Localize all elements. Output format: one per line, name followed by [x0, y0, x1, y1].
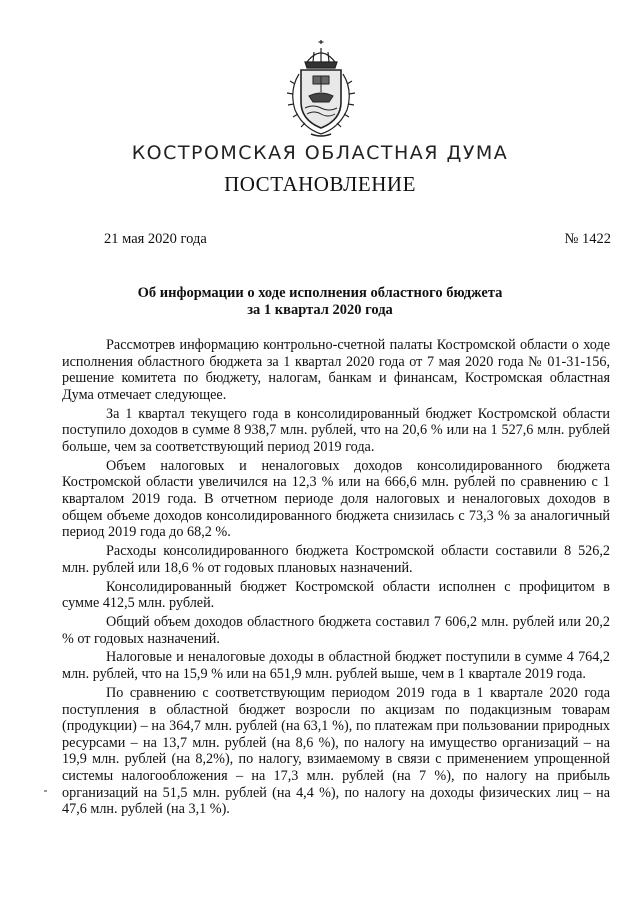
- organization-name: КОСТРОМСКАЯ ОБЛАСТНАЯ ДУМА: [131, 142, 509, 164]
- paragraph: Налоговые и неналоговые доходы в областной бюджет поступили в сумме 4 764,2 млн. рублей, что на 15,9 % или на 651,9 млн. рублей выше, чем в 1 квартале 2019 года.: [62, 649, 610, 683]
- paragraph: Расходы консолидированного бюджета Костромской области составили 8 526,2 млн. рублей или 18,6 % от годовых плановых назначений.: [62, 543, 610, 576]
- paragraph: Консолидированный бюджет Костромской области исполнен с профицитом в сумме 412,5 млн. рублей.: [62, 578, 610, 612]
- coat-of-arms-icon: [283, 40, 359, 138]
- paragraph: За 1 квартал текущего года в консолидированный бюджет Костромской области поступило доходов в сумме 8 938,7 млн. рублей, что на 20,6 % или на 1 527,6 млн. рублей больше, чем за соответствующий период 2019 года.: [62, 405, 610, 455]
- document-type: ПОСТАНОВЛЕНИЕ: [224, 172, 416, 196]
- scan-mark: [44, 790, 47, 792]
- title-line-2: за 1 квартал 2020 года: [247, 302, 393, 318]
- paragraph: По сравнению с соответствующим периодом 2019 года в 1 квартале 2020 года поступления в областной бюджет возросли по акцизам по подакцизным товарам (продукции) – на 364,7 млн. рублей (на 63,1 %), по платежам при пользовании природных ресурсами – на 13,7 млн. рублей (на 8,6 %), по налогу на имущество организаций – на 19,9 млн. рублей (на 8,2%), по налогу, взимаемому в связи с применением упрощенной системы налогообложения – на 17,3 млн. рублей (на 7 %), по налогу на прибыль организаций на 51,5 млн. рублей (на 4,4 %), по налогу на доходы физических лиц – на 47,6 млн. рублей (на 3,1 %).: [62, 684, 610, 818]
- document-title: [60, 285, 580, 319]
- paragraph: Рассмотрев информацию контрольно-счетной палаты Костромской области о ходе исполнения областного бюджета за 1 квартал 2020 года от 7 мая 2020 года № 01-31-156, решение комитета по бюджету, налогам, банкам и финансам, Костромская областная Дума отмечает следующее.: [62, 337, 610, 403]
- document-body: [62, 337, 610, 820]
- document-date: 21 мая 2020 года: [104, 231, 207, 247]
- document-number: № 1422: [564, 231, 611, 247]
- title-line-1: Об информации о ходе исполнения областного бюджета: [137, 285, 503, 301]
- paragraph: Объем налоговых и неналоговых доходов консолидированного бюджета Костромской области увеличился на 12,3 % или на 666,6 млн. рублей по сравнению с 1 кварталом 2019 года. В отчетном периоде доля налоговых и неналоговых доходов в общем объеме доходов консолидированного бюджета снизилась с 73,3 % за аналогичный период 2019 года до 68,2 %.: [62, 457, 610, 541]
- paragraph: Общий объем доходов областного бюджета составил 7 606,2 млн. рублей или 20,2 % от годовых назначений.: [62, 613, 610, 647]
